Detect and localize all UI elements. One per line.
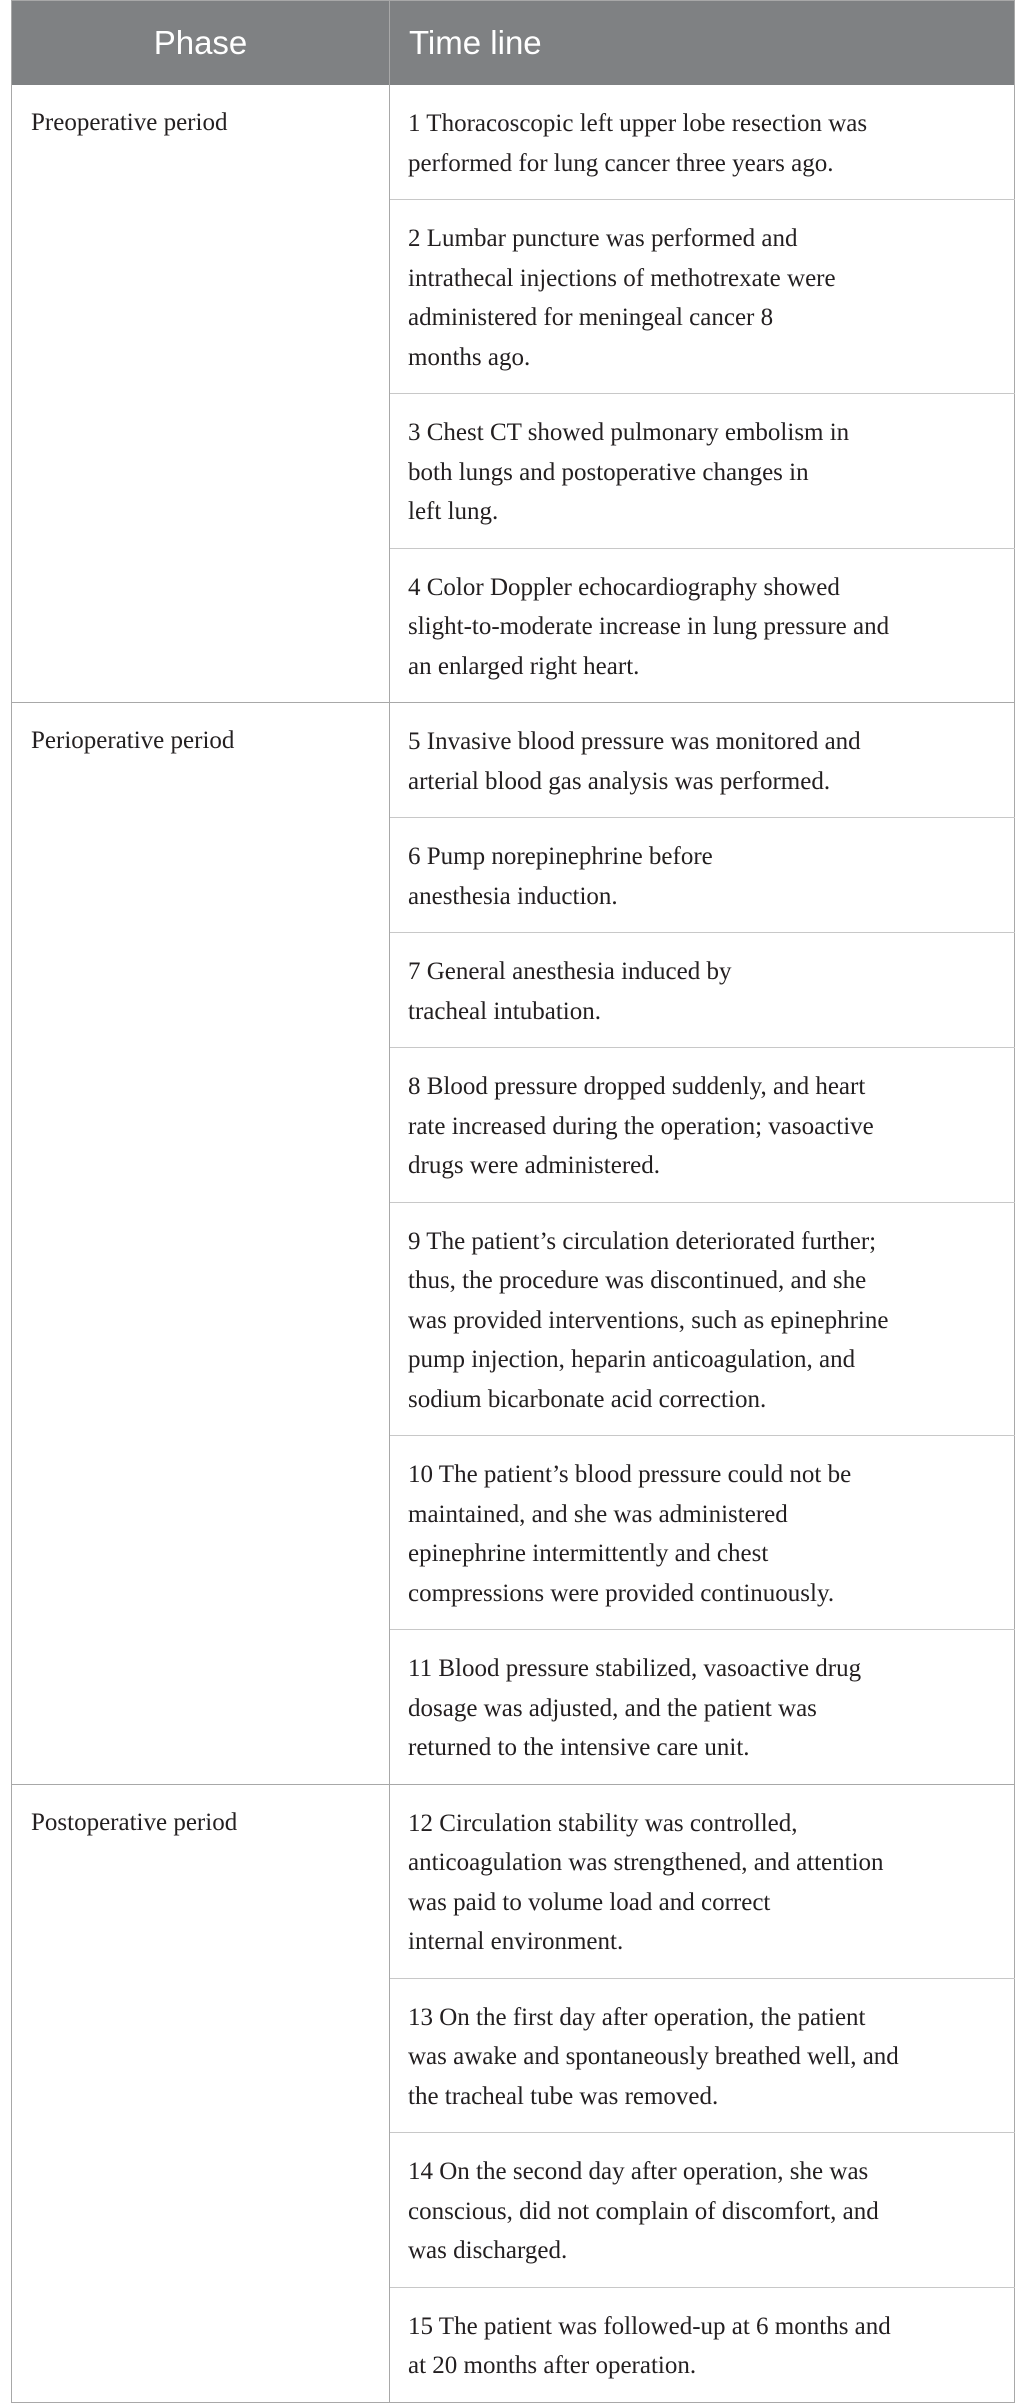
event-cell: 1 Thoracoscopic left upper lobe resection was performed for lung cancer three years ago.: [390, 85, 1015, 200]
event-cell: 7 General anesthesia induced by tracheal intubation.: [390, 933, 1015, 1048]
phase-cell-preoperative: Preoperative period: [12, 85, 390, 703]
event-cell: 15 The patient was followed-up at 6 months and at 20 months after operation.: [390, 2287, 1015, 2402]
header-row: [12, 1, 1015, 86]
event-cell: 2 Lumbar puncture was performed and intrathecal injections of methotrexate were administered for meningeal cancer 8 months ago.: [390, 200, 1015, 394]
event-cell: 10 The patient’s blood pressure could not be maintained, and she was administered epinephrine intermittently and chest compressions were provided continuously.: [390, 1436, 1015, 1630]
event-cell: 4 Color Doppler echocardiography showed slight-to-moderate increase in lung pressure and an enlarged right heart.: [390, 548, 1015, 703]
timeline-table: [11, 0, 1015, 2403]
event-cell: 13 On the first day after operation, the patient was awake and spontaneously breathed well, and the tracheal tube was removed.: [390, 1978, 1015, 2133]
table-row: [12, 1784, 1015, 1978]
phase-column-header: Phase: [12, 1, 390, 86]
event-cell: 3 Chest CT showed pulmonary embolism in both lungs and postoperative changes in left lung.: [390, 394, 1015, 549]
timeline-column-header: Time line: [390, 1, 1015, 86]
event-cell: 5 Invasive blood pressure was monitored and arterial blood gas analysis was performed.: [390, 703, 1015, 818]
event-cell: 6 Pump norepinephrine before anesthesia induction.: [390, 818, 1015, 933]
event-cell: 8 Blood pressure dropped suddenly, and heart rate increased during the operation; vasoactive drugs were administered.: [390, 1048, 1015, 1203]
table-row: [12, 85, 1015, 200]
phase-cell-postoperative: Postoperative period: [12, 1784, 390, 2402]
table-header: [12, 1, 1015, 86]
event-cell: 12 Circulation stability was controlled, anticoagulation was strengthened, and attention was paid to volume load and correct internal environment.: [390, 1784, 1015, 1978]
phase-cell-perioperative: Perioperative period: [12, 703, 390, 1785]
table-row: [12, 703, 1015, 818]
table-body: [12, 85, 1015, 2402]
event-cell: 14 On the second day after operation, she was conscious, did not complain of discomfort, and was discharged.: [390, 2133, 1015, 2288]
event-cell: 9 The patient’s circulation deteriorated further; thus, the procedure was discontinued, and she was provided interventions, such as epinephrine pump injection, heparin anticoagulation, and sodium bicarbonate acid correction.: [390, 1202, 1015, 1436]
event-cell: 11 Blood pressure stabilized, vasoactive drug dosage was adjusted, and the patient was returned to the intensive care unit.: [390, 1630, 1015, 1785]
timeline-table-container: [11, 0, 1014, 2403]
